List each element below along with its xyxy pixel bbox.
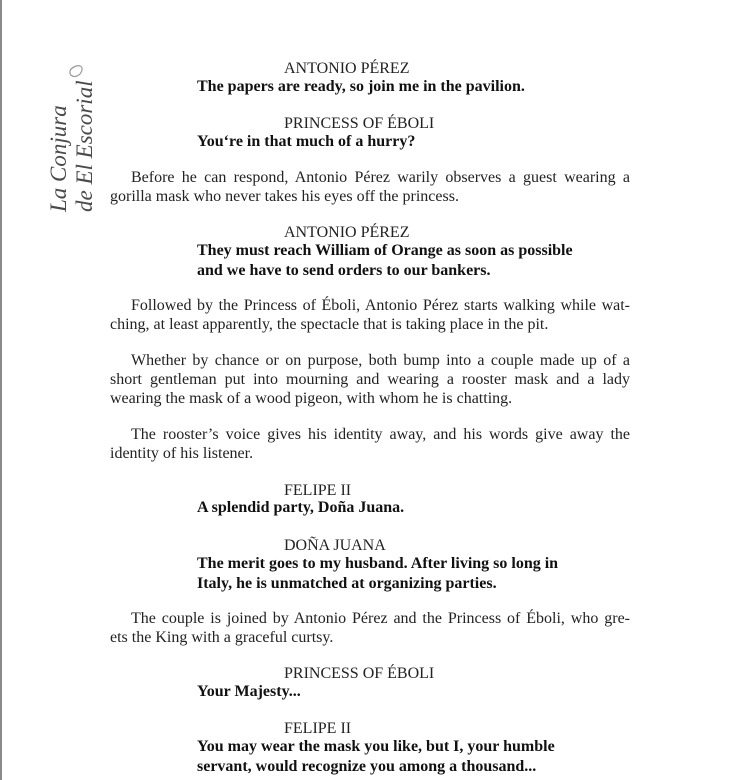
action-paragraph: [110, 296, 630, 334]
action-line: ching, at least apparently, the spectacle that is taking place in the pit.: [110, 316, 549, 333]
speaker-name: FELIPE II: [284, 720, 352, 737]
action-line: Followed by the Princess of Éboli, Antonio Pérez starts walking while wat-: [131, 297, 630, 314]
speaker-name: DOÑA JUANA: [284, 537, 386, 554]
action-line: ets the King with a graceful curtsy.: [110, 629, 334, 646]
dialogue: [197, 241, 637, 280]
action-line: wearing the mask of a wood pigeon, with whom he is chatting.: [110, 390, 513, 407]
action-line: Before he can respond, Antonio Pérez warily observes a guest wearing a: [131, 169, 630, 186]
side-title-line-1: La Conjura: [46, 105, 71, 212]
action-line: The couple is joined by Antonio Pérez and the Princess of Éboli, who gre-: [131, 610, 630, 627]
dialogue-line: Your Majesty...: [197, 683, 301, 700]
action-line: short gentleman put into mourning and wearing a rooster mask and a lady: [110, 371, 630, 388]
action-paragraph: [110, 609, 630, 647]
dialogue-line: The papers are ready, so join me in the pavilion.: [197, 78, 525, 95]
speaker-name: ANTONIO PÉREZ: [284, 224, 410, 241]
dialogue-line: They must reach William of Orange as soon as possible: [197, 242, 573, 259]
dialogue: [197, 132, 637, 152]
dialogue: [197, 554, 637, 593]
speaker-name: FELIPE II: [284, 482, 352, 499]
dialogue-line: and we have to send orders to our bankers.: [197, 261, 491, 279]
action-paragraph: [110, 425, 630, 463]
speaker-name: PRINCESS OF ÉBOLI: [284, 665, 435, 682]
side-title-line-2: de El Escorial: [72, 80, 97, 212]
dialogue: [197, 498, 637, 518]
dialogue-line: A splendid party, Doña Juana.: [197, 499, 405, 516]
dialogue-line: The merit goes to my husband. After living so long in: [197, 555, 559, 572]
action-line: identity of his listener.: [110, 445, 254, 462]
dialogue-line: You‘re in that much of a hurry?: [197, 133, 416, 150]
action-paragraph: [110, 351, 630, 408]
action-line: gorilla mask who never takes his eyes off the princess.: [110, 188, 459, 205]
speaker-name: ANTONIO PÉREZ: [284, 60, 410, 77]
dialogue-line: servant, would recognize you among a thousand...: [197, 757, 537, 775]
dialogue-line: Italy, he is unmatched at organizing parties.: [197, 574, 497, 592]
dialogue: [197, 77, 637, 97]
action-line: The rooster’s voice gives his identity away, and his words give away the: [131, 426, 630, 443]
action-paragraph: [110, 168, 630, 206]
dialogue: [197, 682, 637, 702]
speaker-name: PRINCESS OF ÉBOLI: [284, 115, 435, 132]
action-line: Whether by chance or on purpose, both bump into a couple made up of a: [131, 352, 630, 369]
dialogue: [197, 737, 637, 776]
dialogue-line: You may wear the mask you like, but I, your humble: [197, 738, 555, 755]
